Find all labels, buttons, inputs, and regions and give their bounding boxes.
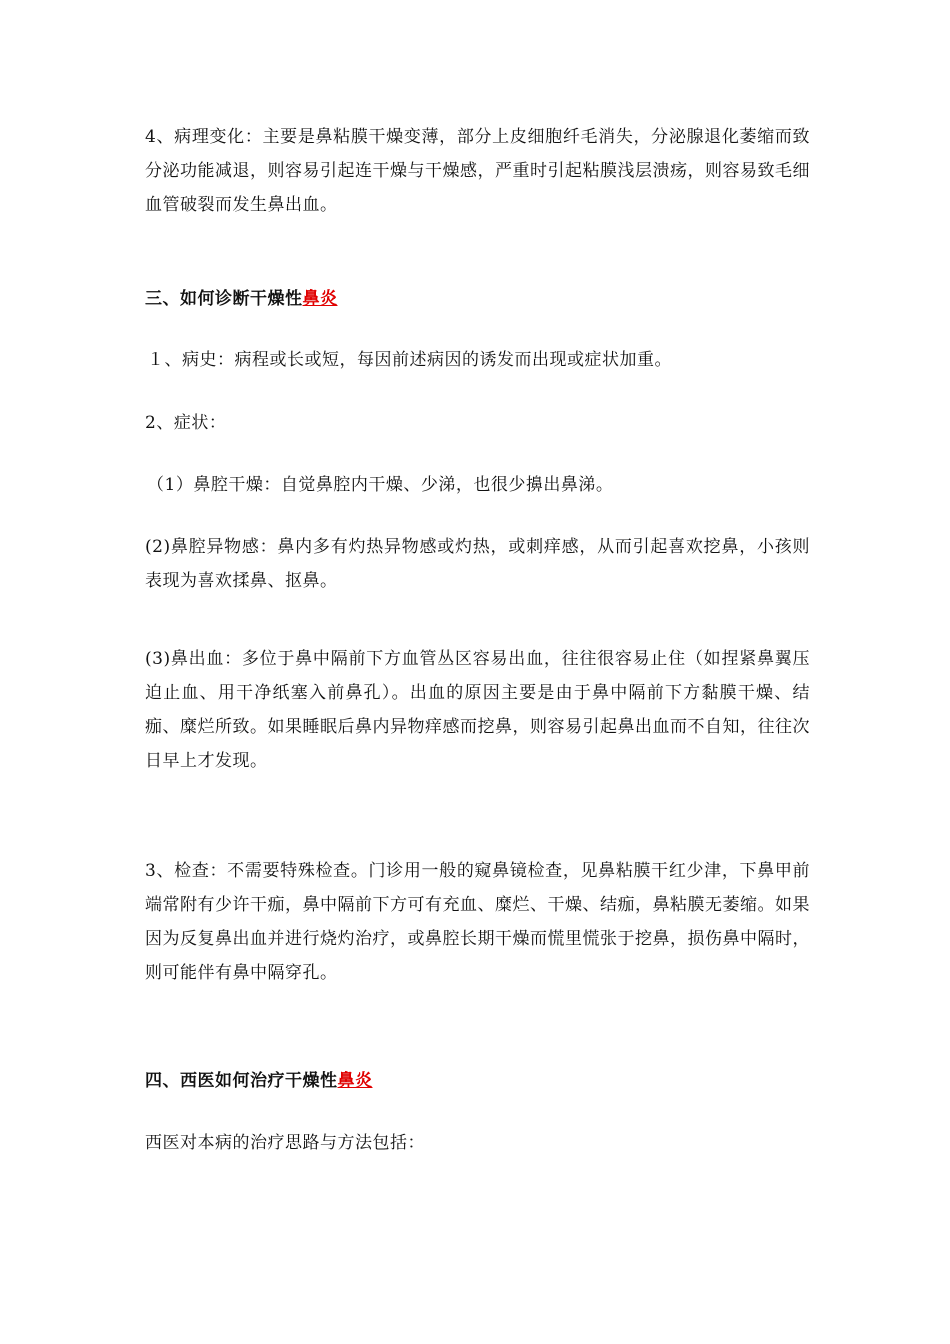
- paragraph-pathology: 4、病理变化：主要是鼻粘膜干燥变薄，部分上皮细胞纤毛消失，分泌腺退化萎缩而致分泌功能减退，则容易引起连干燥与干燥感，严重时引起粘膜浅层溃疡，则容易致毛细血管破裂而发生鼻出血。: [145, 127, 810, 215]
- paragraph-symptom-dryness: （1）鼻腔干燥：自觉鼻腔内干燥、少涕，也很少擤出鼻涕。: [147, 475, 614, 495]
- paragraph-history: １、病史：病程或长或短，每因前述病因的诱发而出现或症状加重。: [147, 350, 672, 370]
- paragraph-symptom-bleeding: (3)鼻出血：多位于鼻中隔前下方血管丛区容易出血，往往很容易止住（如捏紧鼻翼压迫止血、用干净纸塞入前鼻孔）。出血的原因主要是由于鼻中隔前下方黏膜干燥、结痂、糜烂所致。如果睡眠后鼻内异物痒感而挖鼻，则容易引起鼻出血而不自知，往往次日早上才发现。: [145, 649, 810, 771]
- paragraph-treatment-intro: 西医对本病的治疗思路与方法包括：: [145, 1133, 425, 1153]
- paragraph-symptom-foreign-body: (2)鼻腔异物感：鼻内多有灼热异物感或灼热，或刺痒感，从而引起喜欢挖鼻，小孩则表现为喜欢揉鼻、抠鼻。: [145, 537, 810, 591]
- section-heading-treatment: [145, 1064, 810, 1098]
- keyword-link-rhinitis[interactable]: 鼻炎: [302, 289, 338, 309]
- paragraph-symptoms-title: 2、症状：: [145, 413, 227, 433]
- keyword-link-rhinitis-2[interactable]: 鼻炎: [337, 1071, 373, 1091]
- paragraph-examination: 3、检查：不需要特殊检查。门诊用一般的窥鼻镜检查，见鼻粘膜干红少津，下鼻甲前端常附有少许干痂，鼻中隔前下方可有充血、糜烂、干燥、结痂，鼻粘膜无萎缩。如果因为反复鼻出血并进行烧灼治疗，或鼻腔长期干燥而慌里慌张于挖鼻，损伤鼻中隔时，则可能伴有鼻中隔穿孔。: [145, 861, 810, 983]
- section-heading-treatment-text: 四、西医如何治疗干燥性: [145, 1071, 338, 1091]
- section-heading-diagnosis-text: 三、如何诊断干燥性: [145, 289, 303, 309]
- section-heading-diagnosis: [145, 282, 810, 316]
